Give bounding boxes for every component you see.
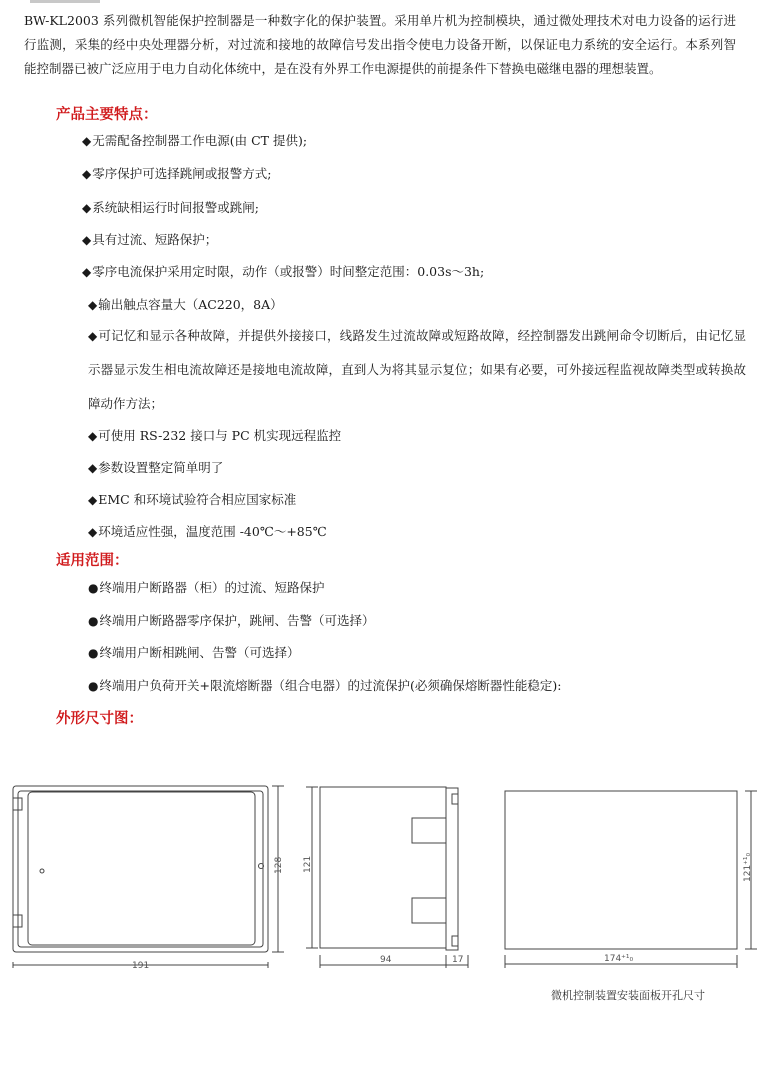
- dimension-drawing: [0, 770, 763, 1010]
- diamond-bullet-icon: ◆: [82, 167, 92, 181]
- feature-item: ◆可使用 RS-232 接口与 PC 机实现远程监控: [88, 428, 342, 443]
- side-depth-label: 94: [380, 955, 392, 965]
- intro-paragraph: BW-KL2003 系列微机智能保护控制器是一种数字化的保护装置。采用单片机为控制模块，通过微处理技术对电力设备的运行进行监测，采集的经中央处理器分析，对过流和接地的故障信号发出指令使电力设备开断，以保证电力系统的安全运行。本系列智能控制器已被广泛应用于电力自动化体统中，是在没有外界工作电源提供的前提条件下替换电磁继电器的理想装置。: [24, 13, 736, 76]
- side-flange-label: 17: [452, 955, 464, 965]
- feature-item: ◆EMC 和环境试验符合相应国家标准: [88, 492, 297, 507]
- feature-item: ◆具有过流、短路保护；: [82, 232, 218, 247]
- features-heading: 产品主要特点：: [56, 107, 158, 123]
- cutout-width-label: 174⁺¹₀: [604, 954, 634, 964]
- diamond-bullet-icon: ◆: [88, 329, 98, 343]
- diamond-bullet-icon: ◆: [88, 525, 98, 539]
- feature-item: ◆参数设置整定简单明了: [88, 460, 224, 475]
- scope-item: ●终端用户断路器零序保护，跳闸、告警（可选择）: [88, 613, 375, 628]
- circle-bullet-icon: ●: [88, 679, 99, 693]
- feature-item: ◆零序电流保护采用定时限，动作（或报警）时间整定范围：0.03s～3h;: [82, 264, 485, 279]
- diamond-bullet-icon: ◆: [82, 233, 92, 247]
- diamond-bullet-icon: ◆: [82, 201, 92, 215]
- front-view: [13, 786, 284, 968]
- diamond-bullet-icon: ◆: [88, 429, 98, 443]
- diamond-bullet-icon: ◆: [88, 298, 98, 312]
- feature-item: ◆零序保护可选择跳闸或报警方式;: [82, 166, 272, 181]
- circle-bullet-icon: ●: [88, 581, 99, 595]
- cutout-view: [505, 791, 757, 968]
- diamond-bullet-icon: ◆: [82, 265, 92, 279]
- feature-item: ◆系统缺相运行时间报警或跳闸;: [82, 200, 259, 215]
- side-height-label: 121: [303, 855, 313, 873]
- diamond-bullet-icon: ◆: [82, 134, 92, 148]
- drawing-caption: 微机控制装置安装面板开孔尺寸: [551, 989, 705, 1002]
- feature-item: ◆无需配备控制器工作电源(由 CT 提供);: [82, 133, 308, 148]
- scope-item: ●终端用户断相跳闸、告警（可选择）: [88, 645, 300, 660]
- front-width-label: 191: [132, 961, 150, 971]
- side-view: [306, 787, 468, 968]
- feature-item: ◆可记忆和显示各种故障，并提供外接接口，线路发生过流故障或短路故障，经控制器发出跳闸命令切断后，由记忆显示器显示发生相电流故障还是接地电流故障，直到人为将其显示复位；如果有必要，可外接远程监视故障类型或转换故障动作方法；: [88, 328, 746, 411]
- top-rule: [30, 0, 100, 3]
- scope-heading: 适用范围：: [56, 553, 129, 569]
- diamond-bullet-icon: ◆: [88, 461, 98, 475]
- circle-bullet-icon: ●: [88, 614, 99, 628]
- diamond-bullet-icon: ◆: [88, 493, 98, 507]
- feature-item: ◆输出触点容量大（AC220，8A）: [88, 297, 283, 312]
- circle-bullet-icon: ●: [88, 646, 99, 660]
- front-height-label: 128: [274, 856, 284, 874]
- cutout-height-label: 121⁺¹₀: [743, 852, 753, 882]
- feature-item: ◆环境适应性强，温度范围 -40℃～+85℃: [88, 524, 327, 539]
- scope-item: ●终端用户负荷开关+限流熔断器（组合电器）的过流保护(必须确保熔断器性能稳定):: [88, 678, 562, 693]
- scope-item: ●终端用户断路器（柜）的过流、短路保护: [88, 580, 325, 595]
- dimensions-heading: 外形尺寸图：: [56, 711, 143, 727]
